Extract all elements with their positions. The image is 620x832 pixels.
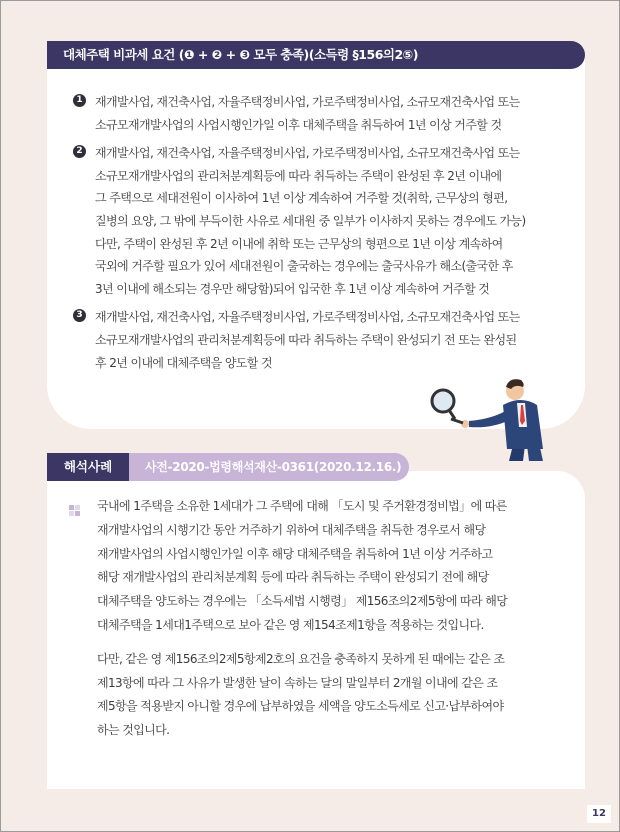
requirement-text-3: 재개발사업, 재건축사업, 자율주택정비사업, 가로주택정비사업, 소규모재건축사업 또는 소규모재개발사업의 관리처분계획등에 따라 취득하는 주택이 완성되기 전 또는 완성된 후 2년 이내에 대체주택을 양도할 것 [95, 310, 520, 370]
magnifier-man-illustration [425, 375, 551, 461]
number-badge-3: 3 [73, 309, 86, 322]
requirement-text-2: 재개발사업, 재건축사업, 자율주택정비사업, 가로주택정비사업, 소규모재건축사업 또는 소규모재개발사업의 관리처분계획등에 따라 취득하는 주택이 완성된 후 2년 이내에 그 주택으로 세대전원이 이사하여 1년 이상 계속하여 거주할 것(취학, 근무상의 형편, 질병의 요양, 그 밖에 부득이한 사유로 세대원 중 일부가 이사하지 못하는 경우에도 가능) 다만, 주택이 완성된 후 2년 이내에 취학 또는 근무상의 형편으로 1년 이상 계속하여 국외에 거주할 필요가 있어 세대전원이 출국하는 경우에는 출국사유가 해소(출국한 후 3년 이내에 해소되는 경우만 해당함)되어 입국한 후 1년 이상 계속하여 거주할 것 [95, 146, 526, 296]
section-title: 대체주택 비과세 요건 (❶ + ❷ + ❸ 모두 충족)(소득령 §156의2⑤) [47, 41, 585, 69]
requirement-text-1: 재개발사업, 재건축사업, 자율주택정비사업, 가로주택정비사업, 소규모재건축사업 또는 소규모재개발사업의 사업시행인가일 이후 대체주택을 취득하여 1년 이상 거주할 것 [95, 95, 520, 132]
requirements-list [73, 91, 561, 380]
number-badge-2: 2 [73, 145, 86, 158]
requirement-item-2 [73, 142, 561, 300]
square-bullet-icon [69, 505, 81, 517]
page-number: 12 [587, 805, 611, 823]
requirement-item-3 [73, 306, 561, 374]
case-paragraph-2: 다만, 같은 영 제156조의2제5항제2호의 요건을 충족하지 못하게 된 때에는 같은 조 제13항에 따라 그 사유가 발생한 날이 속하는 달의 말일부터 2개월 이내에 같은 조 제5항을 적용받지 아니할 경우에 납부하였을 세액을 양도소득세로 신고·납부하여야 하는 것입니다. [97, 651, 505, 738]
case-paragraph-1: 국내에 1주택을 소유한 1세대가 그 주택에 대해 「도시 및 주거환경정비법」에 따른 재개발사업의 시행기간 동안 거주하기 위하여 대체주택을 취득한 경우로서 해당 재개발사업의 사업시행인가일 이후 해당 대체주택을 취득하여 1년 이상 거주하고 해당 재개발사업의 관리처분계획 등에 따라 취득하는 주택이 완성되기 전에 해당 대체주택을 양도하는 경우에는 「소득세법 시행령」 제156조의2제5항에 따라 해당 대체주택을 1세대1주택으로 보아 같은 영 제154조제1항을 적용하는 것입니다. [97, 499, 508, 632]
requirement-item-1 [73, 91, 561, 136]
number-badge-1: 1 [73, 94, 86, 107]
case-reference: 사전-2020-법령해석재산-0361(2020.12.16.) [129, 453, 409, 481]
case-tag: 해석사례 [47, 453, 129, 481]
case-body [97, 495, 555, 753]
